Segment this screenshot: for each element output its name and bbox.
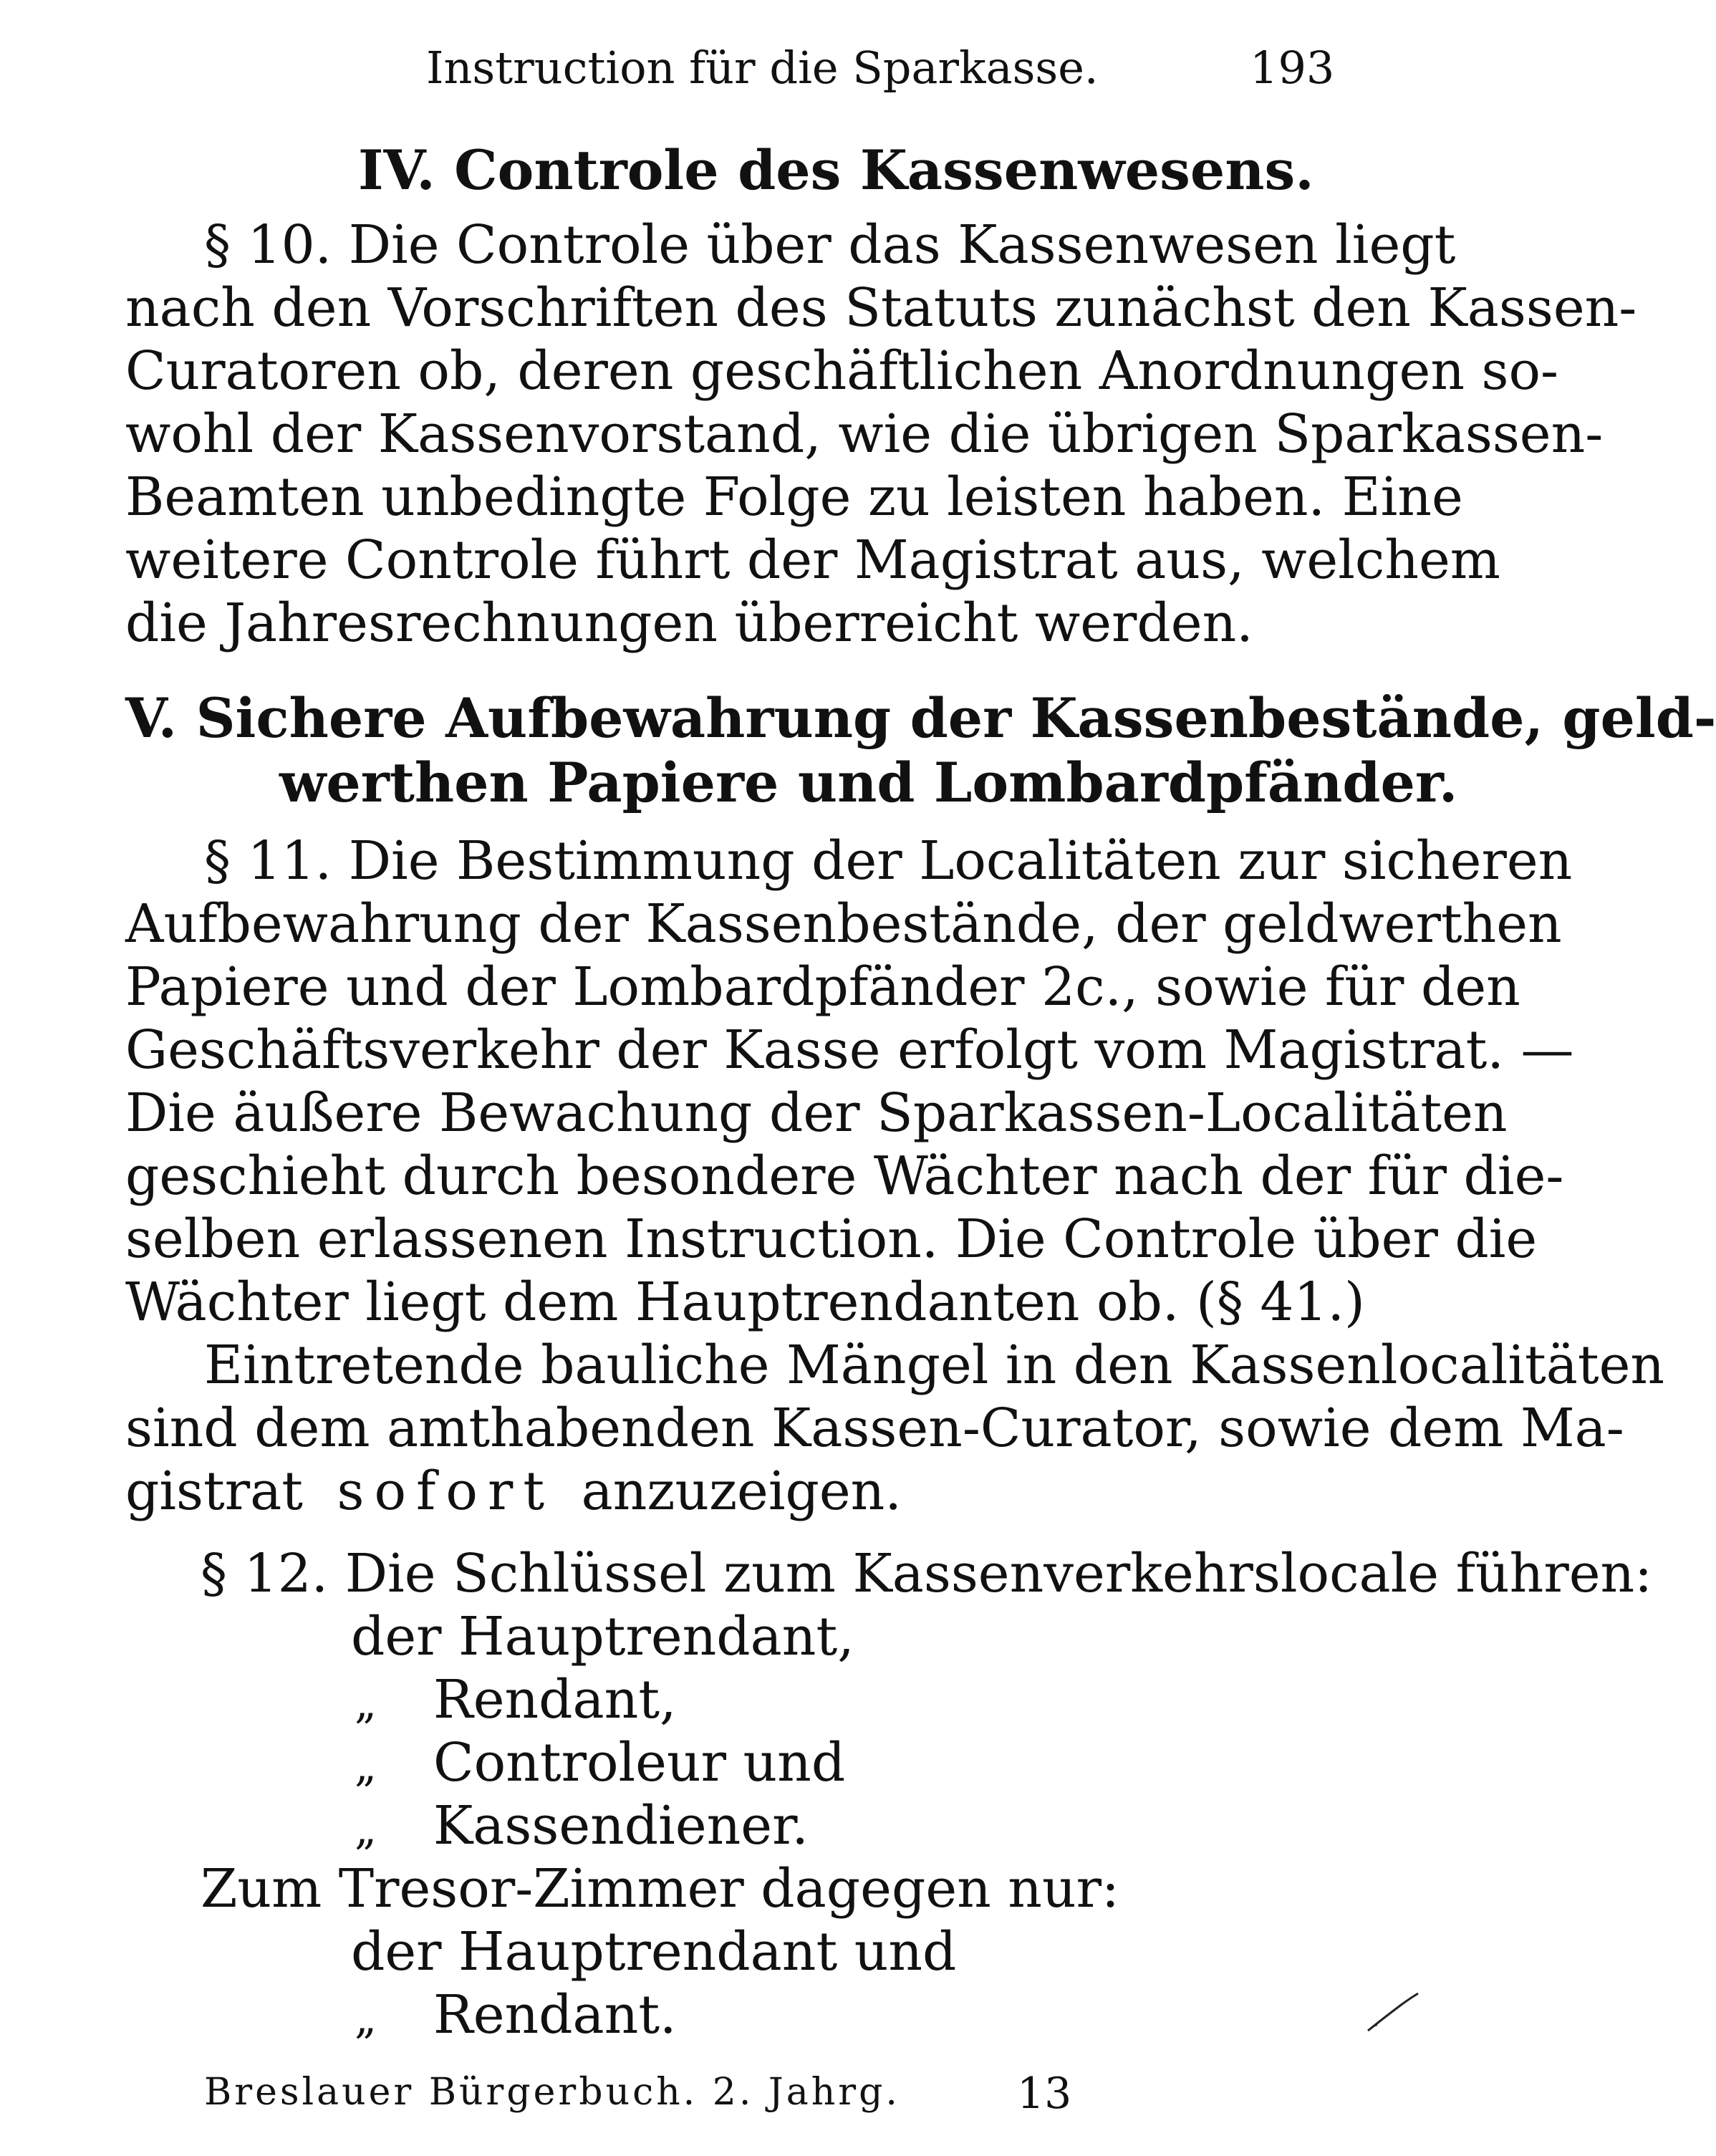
- paragraph-10-line: wohl der Kassenvorstand, wie die übrigen Sparkassen-: [125, 403, 1604, 465]
- footer-signature: 13: [1017, 2069, 1072, 2119]
- tresor-item: der Hauptrendant und: [351, 1921, 957, 1983]
- footer-book-title: Breslauer Bürgerbuch. 2. Jahrg.: [204, 2071, 900, 2114]
- tresor-item: [355, 1984, 677, 2046]
- ditto-mark: „: [355, 1678, 377, 1728]
- paragraph-11-line: Wächter liegt dem Hauptrendanten ob. (§ 41.): [125, 1271, 1365, 1333]
- paragraph-11-line: Geschäftsverkehr der Kasse erfolgt vom Magistrat. —: [125, 1019, 1574, 1081]
- tresor-name: Rendant.: [433, 1984, 677, 2046]
- ditto-mark: „: [355, 1993, 377, 2044]
- paragraph-11b-text: gistrat: [125, 1460, 303, 1522]
- keyholder-item: [355, 1669, 677, 1731]
- ditto-mark: „: [355, 1804, 377, 1854]
- keyholder-item: der Hauptrendant,: [351, 1606, 854, 1667]
- section-v-heading-line-1: V. Sichere Aufbewahrung der Kassenbestände, geld-: [125, 686, 1716, 750]
- paragraph-11b-line: Eintretende bauliche Mängel in den Kassenlocalitäten: [204, 1334, 1665, 1396]
- keyholder-name: Rendant,: [433, 1669, 677, 1731]
- paragraph-11-line: § 11. Die Bestimmung der Localitäten zur sicheren: [204, 830, 1573, 892]
- emphasis-sofort: sofort: [337, 1460, 555, 1522]
- paragraph-11-line: Aufbewahrung der Kassenbestände, der geldwerthen: [125, 893, 1562, 955]
- paragraph-11b-last-line: [125, 1460, 902, 1522]
- keyholder-item: [355, 1795, 809, 1857]
- section-v-heading-line-2: werthen Papiere und Lombardpfänder.: [279, 751, 1458, 814]
- paragraph-10-line: nach den Vorschriften des Statuts zunächst den Kassen-: [125, 277, 1637, 339]
- paragraph-11-line: Papiere und der Lombardpfänder 2c., sowie für den: [125, 956, 1520, 1018]
- paragraph-12-intro: § 12. Die Schlüssel zum Kassenverkehrslocale führen:: [201, 1543, 1653, 1604]
- paragraph-11b-line: sind dem amthabenden Kassen-Curator, sowie dem Ma-: [125, 1397, 1624, 1459]
- running-title: Instruction für die Sparkasse.: [426, 42, 1099, 94]
- paragraph-11-line: geschieht durch besondere Wächter nach der für die-: [125, 1145, 1564, 1207]
- paragraph-11-line: selben erlassenen Instruction. Die Controle über die: [125, 1208, 1538, 1270]
- pen-flourish-tick: [1372, 2025, 1377, 2027]
- paragraph-11b-text: anzuzeigen.: [581, 1460, 902, 1522]
- keyholder-item: [355, 1732, 846, 1794]
- page-number: 193: [1250, 42, 1335, 94]
- paragraph-10-line: die Jahresrechnungen überreicht werden.: [125, 592, 1253, 654]
- paragraph-11-line: Die äußere Bewachung der Sparkassen-Localitäten: [125, 1082, 1508, 1144]
- paragraph-10-line: Beamten unbedingte Folge zu leisten haben. Eine: [125, 466, 1463, 528]
- paragraph-10-line: § 10. Die Controle über das Kassenwesen liegt: [204, 214, 1456, 276]
- tresor-intro: Zum Tresor-Zimmer dagegen nur:: [201, 1858, 1119, 1920]
- ditto-mark: „: [355, 1741, 377, 1791]
- keyholder-name: Kassendiener.: [433, 1795, 809, 1857]
- paragraph-10-line: weitere Controle führt der Magistrat aus, welchem: [125, 529, 1500, 591]
- keyholder-name: Controleur und: [433, 1732, 846, 1794]
- section-iv-heading: IV. Controle des Kassenwesens.: [358, 138, 1314, 202]
- pen-flourish-icon: [1364, 1988, 1422, 2038]
- paragraph-10-line: Curatoren ob, deren geschäftlichen Anordnungen so-: [125, 340, 1559, 402]
